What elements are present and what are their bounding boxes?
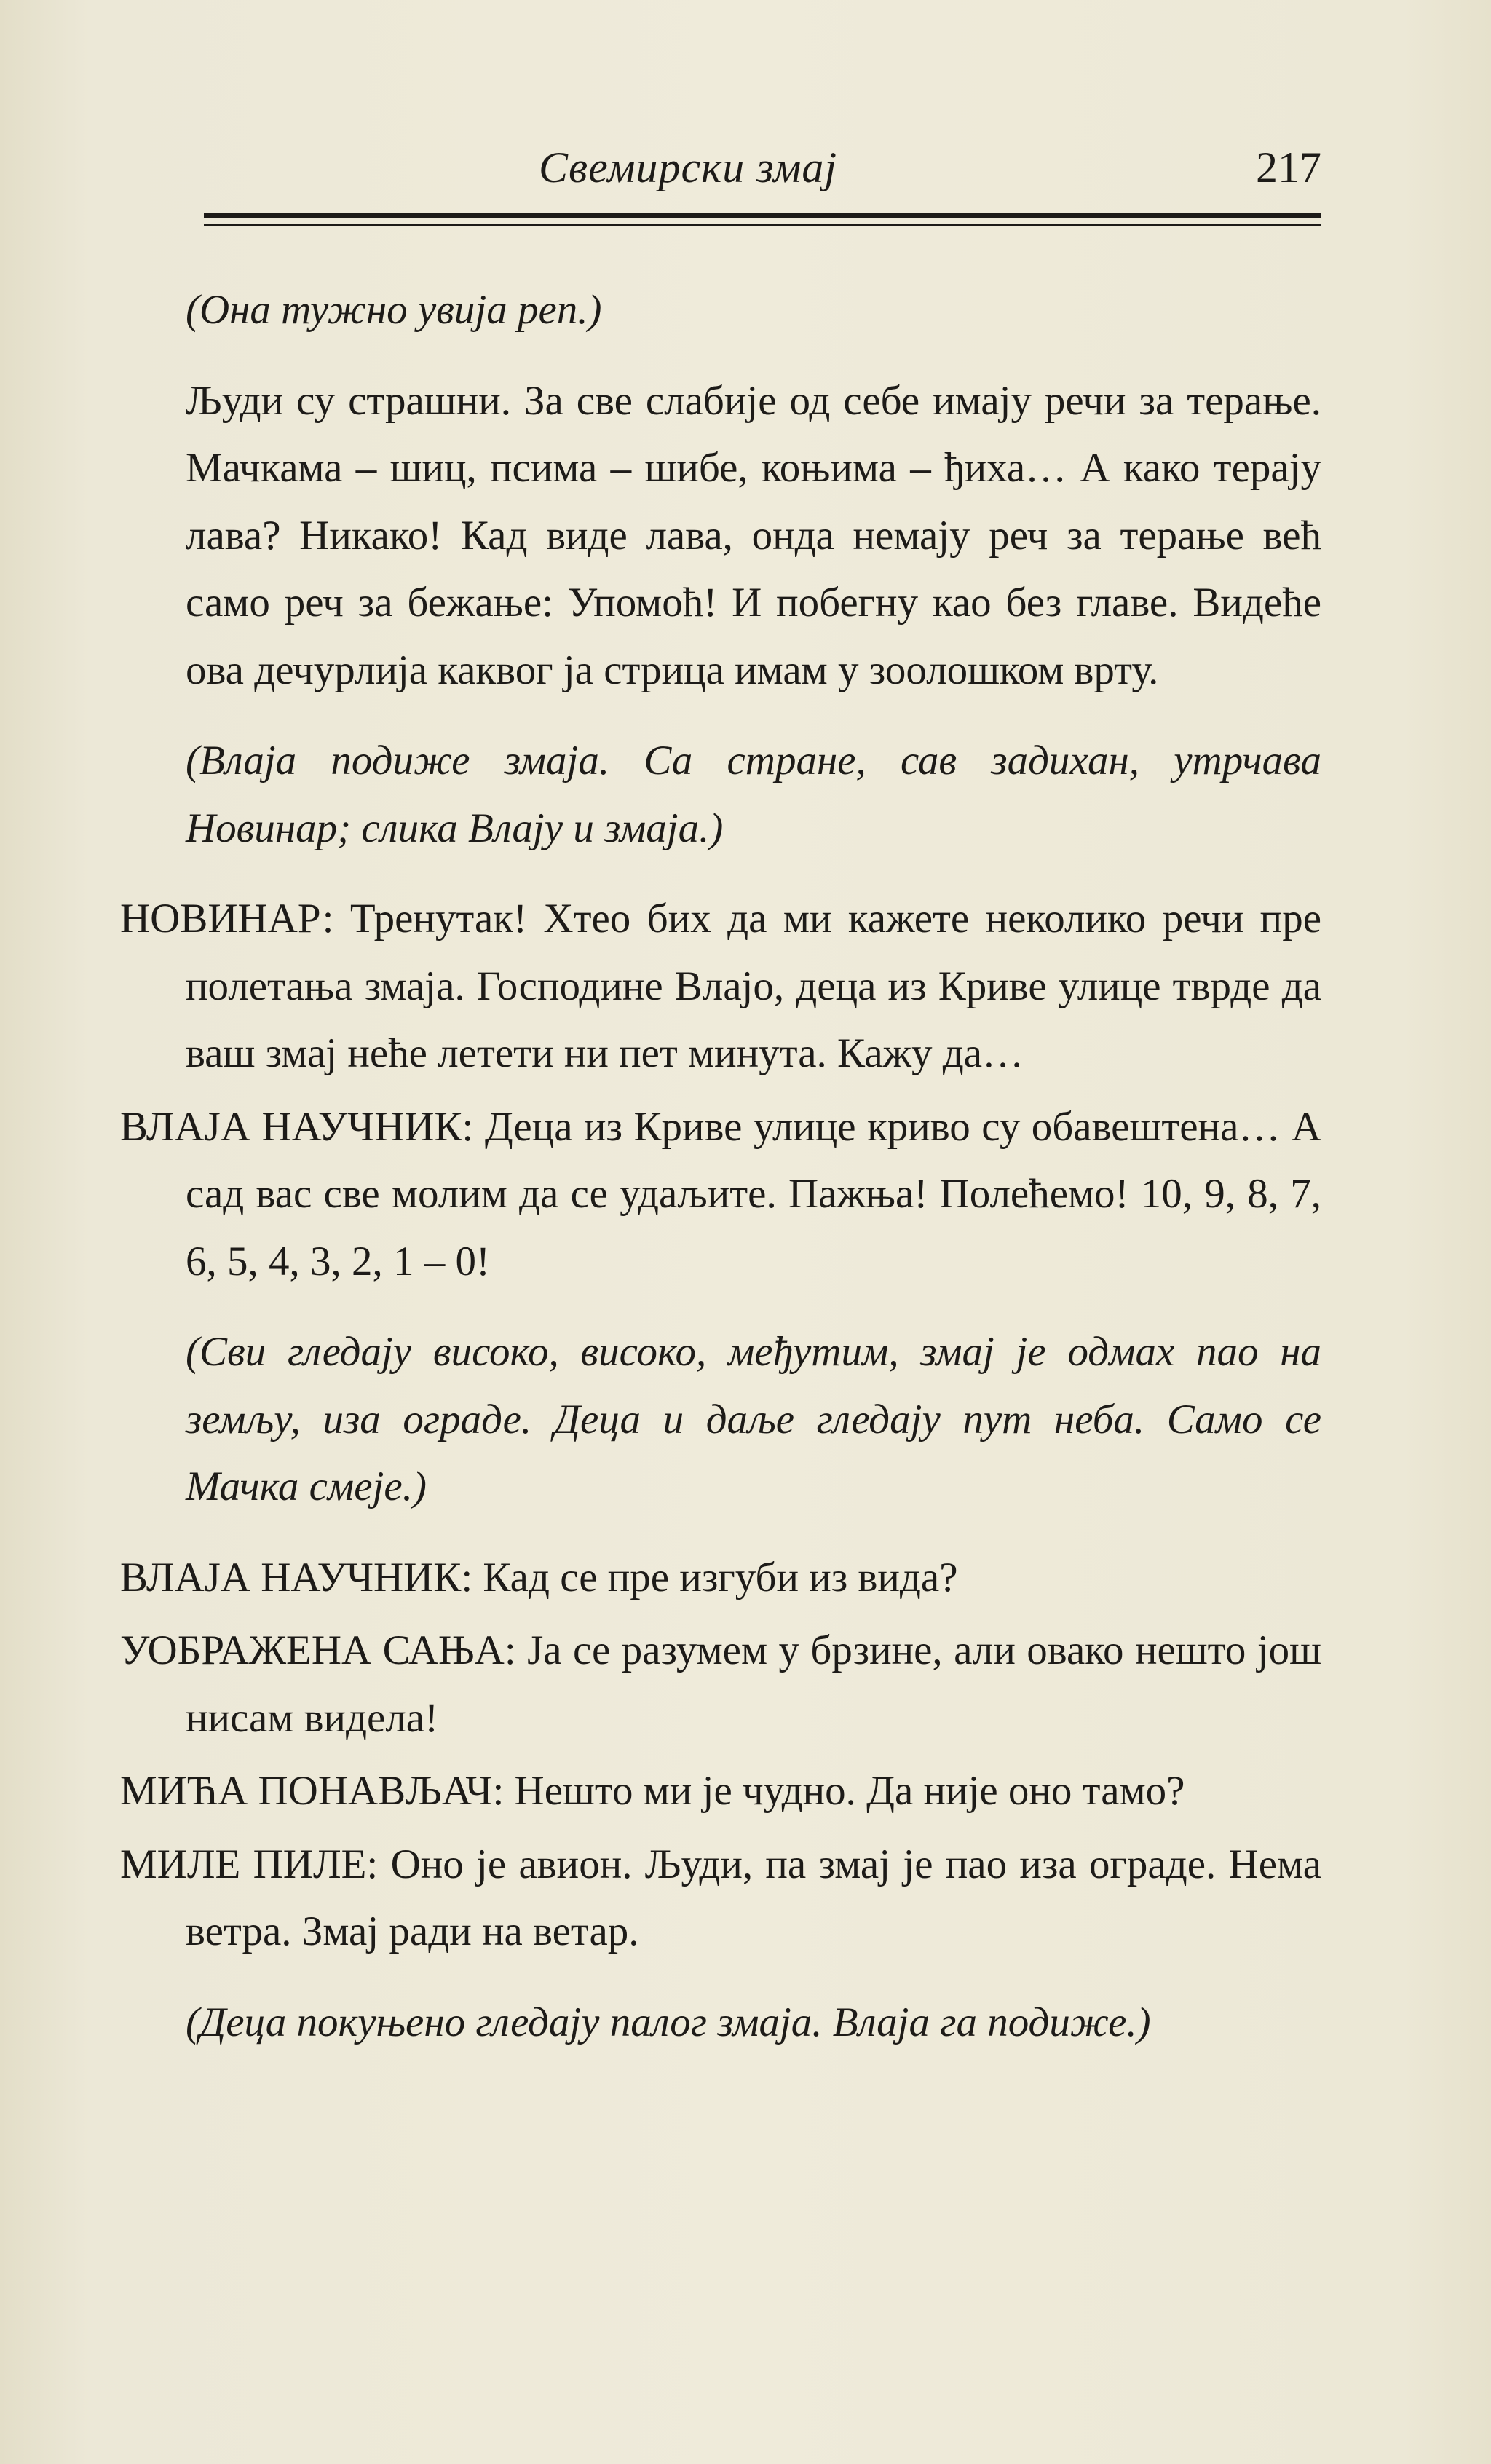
header-rule: [204, 213, 1321, 218]
running-title: Свемирски змај: [539, 143, 838, 191]
page-number: 217: [1256, 143, 1321, 191]
speech-vlaja: ВЛАЈА НАУЧНИК: Деца из Криве улице криво су обавештена… А сад вас све молим да се удаљите. Пажња! Полећемо! 10, 9, 8, 7, 6, 5, 4, 3, 2, 1 – 0!: [120, 1103, 1321, 1284]
speech-sanja: УОБРАЖЕНА САЊА: Ја се разумем у брзине, али овако нешто још нисам видела!: [120, 1627, 1321, 1741]
page-body: [120, 277, 1321, 2080]
speech-mica: МИЋА ПОНАВЉАЧ: Нешто ми је чудно. Да није оно тамо?: [120, 1768, 1185, 1814]
stage-direction: (Сви гледају високо, високо, међутим, змај је одмах пао на земљу, иза ограде. Деца и даље гледају пут неба. Само се Мачка смеје.): [186, 1329, 1321, 1509]
dialogue-paragraph: Људи су страшни. За све слабије од себе имају речи за терање. Мачкама – шиц, псима – шибе, коњима – ђиха… А како терају лава? Никако! Кад виде лава, онда немају реч за терање већ само реч за бежање: Упомоћ! И побегну као без главе. Видеће ова дечурлија каквог ја стрица имам у зоолошком врту.: [186, 377, 1321, 693]
stage-direction: (Влаја подиже змаја. Са стране, сав задихан, утрчава Новинар; слика Влају и змаја.): [186, 738, 1321, 851]
header-rule-thin: [204, 224, 1321, 226]
speech-vlaja: ВЛАЈА НАУЧНИК: Кад се пре изгуби из вида?: [120, 1554, 958, 1600]
stage-direction: (Она тужно увија реп.): [186, 287, 602, 333]
stage-direction: (Деца покуњено гледају палог змаја. Влаја га подиже.): [186, 1999, 1151, 2045]
speech-novinar: НОВИНАР: Тренутак! Хтео бих да ми кажете неколико речи пре полетања змаја. Господине Влајо, деца из Криве улице тврде да ваш змај неће летети ни пет минута. Кажу да…: [120, 896, 1321, 1076]
speech-mile: МИЛЕ ПИЛЕ: Оно је авион. Људи, па змај је пао иза ограде. Нема ветра. Змај ради на ветар.: [120, 1841, 1321, 1954]
page-header: [0, 138, 1321, 197]
